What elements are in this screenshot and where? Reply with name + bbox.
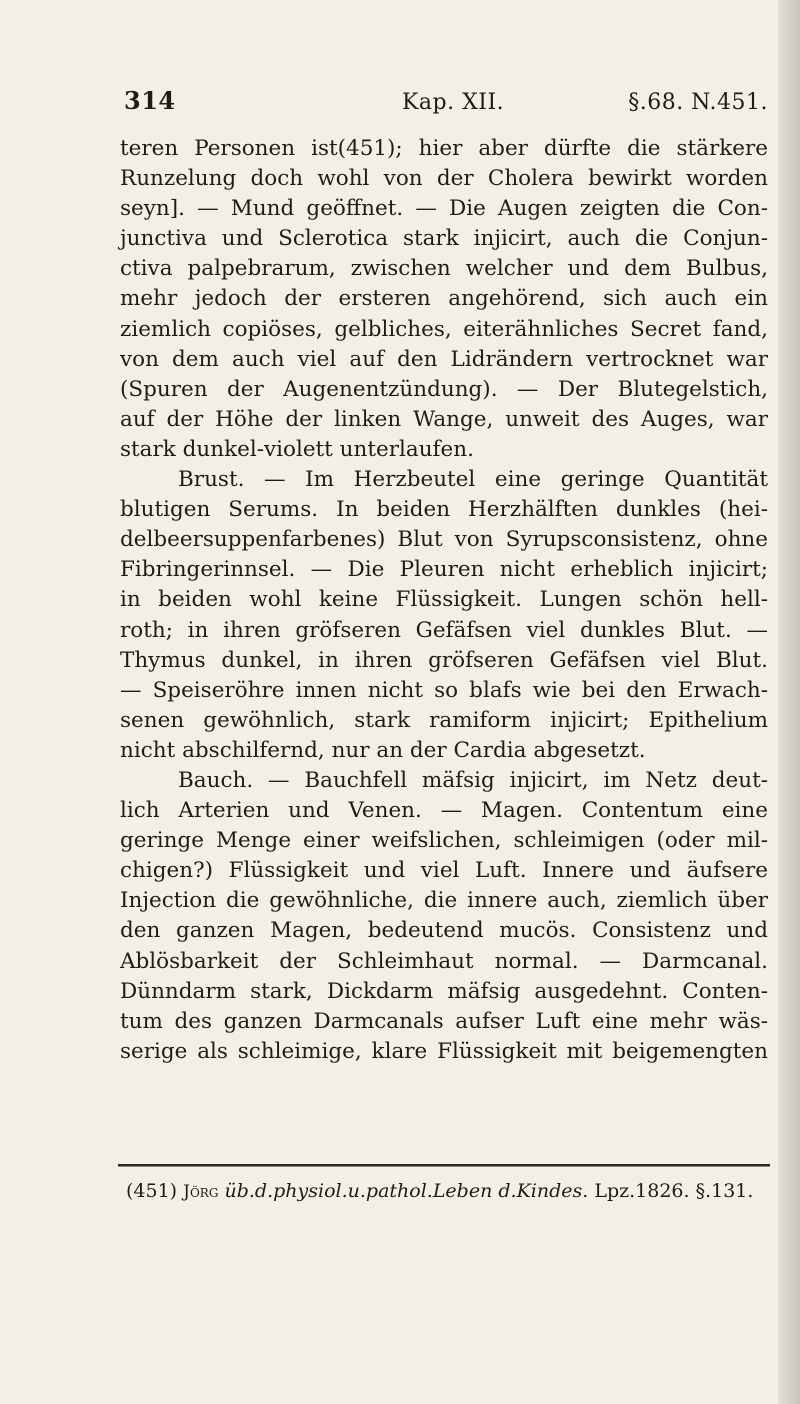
text-line: teren Personen ist(451); hier aber dürfte die stärkere <box>120 136 768 161</box>
text-line: senen gewöhnlich, stark ramiform injicirt; Epithelium <box>120 707 768 733</box>
text-line: lich Arterien und Venen. — Magen. Contentum eine <box>120 798 768 824</box>
text-line: seyn]. — Mund geöffnet. — Die Augen zeigten die Con- <box>120 196 768 222</box>
page-number: 314 <box>124 86 176 115</box>
body-text <box>120 134 768 1067</box>
footnote-divider <box>118 1164 770 1167</box>
page-header <box>120 86 768 126</box>
text-line: den ganzen Magen, bedeutend mucös. Consistenz und <box>120 918 768 944</box>
text-line: geringe Menge einer weifslichen, schleimigen (oder mil- <box>120 828 768 854</box>
text-line: nicht abschilfernd, nur an der Cardia abgesetzt. <box>120 737 646 763</box>
text-line: auf der Höhe der linken Wange, unweit des Auges, war <box>120 406 768 432</box>
page-edge <box>778 0 800 1404</box>
chapter-heading: Kap. XII. <box>402 90 505 115</box>
text-line: ziemlich copiöses, gelbliches, eiterähnliches Secret fand, <box>120 316 768 342</box>
text-line: Dünndarm stark, Dickdarm mäfsig ausgedehnt. Conten- <box>120 978 768 1004</box>
text-line: blutigen Serums. In beiden Herzhälften dunkles (hei- <box>120 497 768 523</box>
footnote-number: (451) <box>126 1180 178 1202</box>
section-number: §.68. N.451. <box>628 90 768 115</box>
text-line: Runzelung doch wohl von der Cholera bewirkt worden <box>120 166 768 192</box>
text-line: in beiden wohl keine Flüssigkeit. Lungen schön hell- <box>120 587 768 613</box>
text-line: Bauch. — Bauchfell mäfsig injicirt, im Netz deut- <box>178 767 768 793</box>
text-line: von dem auch viel auf den Lidrändern vertrocknet war <box>120 346 768 372</box>
footnote-author: Jörg <box>183 1182 219 1202</box>
text-line: stark dunkel-violett unterlaufen. <box>120 436 474 462</box>
text-line: tum des ganzen Darmcanals aufser Luft eine mehr wäs- <box>120 1008 768 1034</box>
text-line: junctiva und Sclerotica stark injicirt, auch die Conjun- <box>120 226 768 252</box>
text-line: serige als schleimige, klare Flüssigkeit mit beigemengten <box>120 1038 768 1064</box>
text-line: Brust. — Im Herzbeutel eine geringe Quantität <box>178 467 768 493</box>
footnote <box>126 1180 766 1202</box>
text-line: chigen?) Flüssigkeit und viel Luft. Innere und äufsere <box>120 858 768 884</box>
text-line: Injection die gewöhnliche, die innere auch, ziemlich über <box>120 888 768 914</box>
text-line: delbeersuppenfarbenes) Blut von Syrupsconsistenz, ohne <box>120 527 768 553</box>
text-line: Ablösbarkeit der Schleimhaut normal. — Darmcanal. <box>120 948 768 974</box>
footnote-publication: Lpz.1826. §.131. <box>594 1180 754 1202</box>
text-line: ctiva palpebrarum, zwischen welcher und dem Bulbus, <box>120 256 768 282</box>
text-line: (Spuren der Augenentzündung). — Der Blutegelstich, <box>120 376 768 402</box>
text-line: mehr jedoch der ersteren angehörend, sich auch ein <box>120 286 768 312</box>
text-line: — Speiseröhre innen nicht so blafs wie bei den Erwach- <box>120 677 768 703</box>
footnote-title: üb.d.physiol.u.pathol.Leben d.Kindes. <box>224 1180 589 1202</box>
text-line: Thymus dunkel, in ihren gröfseren Gefäfsen viel Blut. <box>120 647 768 673</box>
text-line: roth; in ihren gröfseren Gefäfsen viel dunkles Blut. — <box>120 617 768 643</box>
text-line: Fibringerinnsel. — Die Pleuren nicht erheblich injicirt; <box>120 557 768 583</box>
